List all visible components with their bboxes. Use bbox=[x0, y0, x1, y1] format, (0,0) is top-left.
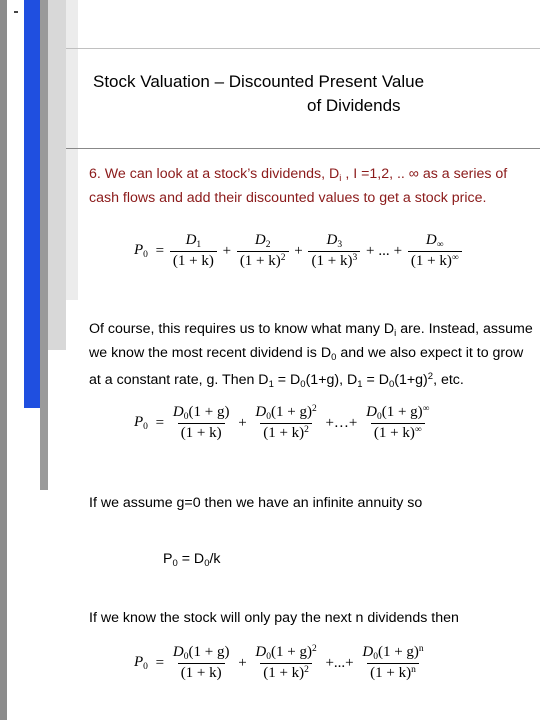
fraction-term: $\frac{D_\infty}{(1 + k)^\infty}$ bbox=[408, 232, 462, 270]
paragraph-2: Of course, this requires us to know what many $D_i$ are. Instead, assume we know the most recent dividend is $D_0$ and we also expect it to grow at a constant rate, g. Then $D_1 = D_0(1+g)$, $D_1 = D_0(1+g)^2$, etc. bbox=[89, 321, 533, 390]
fraction-term: $\frac{D_2}{(1 + k)^2}$ bbox=[237, 232, 289, 270]
paragraph-4: $P_0 = D_0/k$ bbox=[163, 551, 221, 569]
formula-3: $P_0$ = $\frac{D_0(1 + g)}{(1 + k)}$ + $\frac{D_0(1 + g)^2}{(1 + k)^2}$ +...+ $\frac{D_0(1 + g)^n}{(1 + k)^n}$ bbox=[132, 644, 427, 682]
decor-bar-blue bbox=[24, 0, 40, 408]
paragraph-3: If we assume g=0 then we have an infinite annuity so bbox=[89, 495, 423, 511]
fraction-term: $\frac{D_1}{(1 + k)}$ bbox=[170, 232, 217, 270]
decor-bar-gray-dark bbox=[0, 0, 7, 720]
formula-1: $P_0$ = $\frac{D_1}{(1 + k)}$ + $\frac{D_2}{(1 + k)^2}$ + $\frac{D_3}{(1 + k)^3}$ + ... + $\frac{D_\infty}{(1 + k)^\infty}$ bbox=[132, 232, 462, 270]
formula-2: $P_0$ = $\frac{D_0(1 + g)}{(1 + k)}$ + $\frac{D_0(1 + g)^2}{(1 + k)^2}$ +…+ $\frac{D_0(1 + g)^\infty}{(1 + k)^\infty}$ bbox=[132, 404, 432, 442]
fraction-term: $\frac{D_0(1 + g)^2}{(1 + k)^2}$ bbox=[255, 404, 317, 441]
fraction-term: $\frac{D_0(1 + g)^n}{(1 + k)^n}$ bbox=[362, 644, 424, 681]
divider-top bbox=[66, 48, 540, 49]
slide-title-line1: Stock Valuation – Discounted Present Value bbox=[93, 72, 425, 91]
slide-title-line2: of Dividends bbox=[307, 96, 401, 115]
decor-bar-gray-mid bbox=[40, 0, 48, 490]
fraction-term: $\frac{D_3}{(1 + k)^3}$ bbox=[308, 232, 360, 270]
decor-bar-gray-light bbox=[48, 0, 66, 350]
fraction-term: $\frac{D_0(1 + g)}{(1 + k)}$ bbox=[172, 404, 230, 441]
decor-bar-gray-lighter bbox=[66, 0, 78, 300]
divider-title bbox=[66, 148, 540, 149]
fraction-term: $\frac{D_0(1 + g)^\infty}{(1 + k)^\infty}$ bbox=[366, 404, 430, 441]
fraction-term: $\frac{D_0(1 + g)^2}{(1 + k)^2}$ bbox=[255, 644, 317, 681]
paragraph-5: If we know the stock will only pay the next n dividends then bbox=[89, 610, 459, 626]
decor-mark bbox=[14, 11, 18, 13]
fraction-term: $\frac{D_0(1 + g)}{(1 + k)}$ bbox=[172, 644, 230, 681]
decor-bar-white bbox=[7, 0, 24, 720]
paragraph-1: 6. We can look at a stock’s dividends, $D_i$ , I =1,2, .. ∞ as a series of cash flows and add their discounted values to get a stock price. bbox=[89, 166, 508, 206]
